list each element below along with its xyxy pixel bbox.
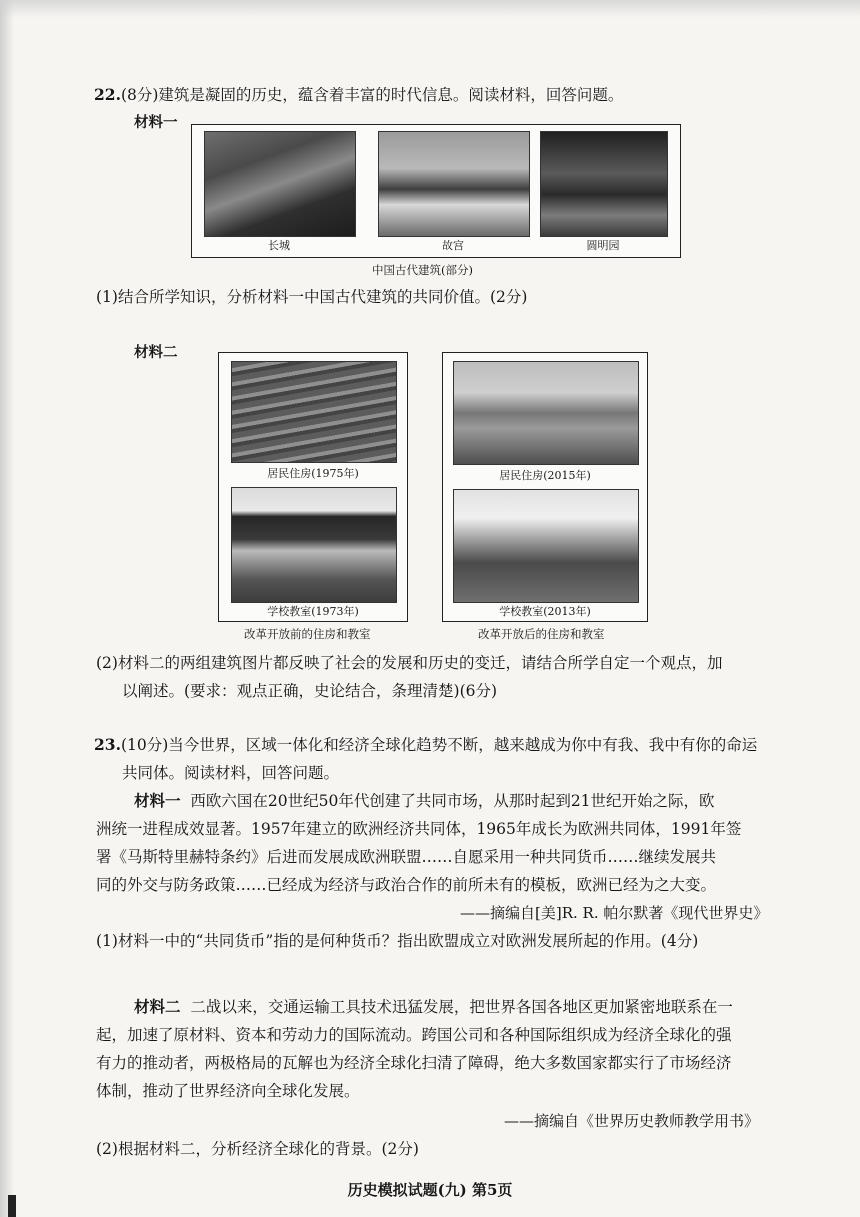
- q23-sub1: (1)材料一中的“共同货币”指的是何种货币？指出欧盟成立对欧洲发展所起的作用。(4分): [96, 932, 699, 950]
- q23-intro-line1: [94, 734, 757, 756]
- classroom-2013-photo: [453, 489, 639, 603]
- q23-material1-label: 材料一: [134, 791, 181, 810]
- caption-housing-1975: 居民住房(1975年): [267, 467, 359, 480]
- q23-material2-source: ——摘编自《世界历史教师教学用书》: [504, 1112, 760, 1130]
- scan-binding-mark: [8, 1195, 16, 1217]
- scan-shadow-top: [0, 0, 860, 18]
- q23-material1-text-4: 同的外交与防务政策……已经成为经济与政治合作的前所未有的模板，欧洲已经为之大变。: [96, 876, 717, 894]
- q23-material1-source: ——摘编自[美]R. R. 帕尔默著《现代世界史》: [460, 904, 769, 922]
- q23-material1-text-3: 署《马斯特里赫特条约》后进而发展成欧洲联盟……自愿采用一种共同货币……继续发展共: [96, 848, 717, 866]
- q22-material1-figure: [191, 124, 681, 258]
- caption-housing-2015: 居民住房(2015年): [499, 469, 591, 482]
- q22-sub2-line2: 以阐述。(要求：观点正确，史论结合，条理清楚)(6分): [122, 682, 498, 700]
- q22-material2-sub-left: 改革开放前的住房和教室: [244, 627, 371, 641]
- q23-material2-line1: [134, 996, 733, 1018]
- scan-shadow-left: [0, 0, 14, 1217]
- forbidden-city-photo: [378, 131, 530, 237]
- caption-great-wall: 长城: [268, 239, 290, 252]
- housing-1975-photo: [231, 361, 397, 463]
- q22-number: 22.: [94, 85, 121, 104]
- q23-material2-text-3: 有力的推动者，两极格局的瓦解也为经济全球化扫清了障碍，绝大多数国家都实行了市场经济: [96, 1054, 732, 1072]
- q23-material2-text-2: 起，加速了原材料、资本和劳动力的国际流动。跨国公司和各种国际组织成为经济全球化的强: [96, 1026, 732, 1044]
- q23-material2-text-1: 二战以来，交通运输工具技术迅猛发展，把世界各国各地区更加紧密地联系在一: [190, 998, 733, 1016]
- q22-intro: (8分)建筑是凝固的历史，蕴含着丰富的时代信息。阅读材料，回答问题。: [120, 86, 624, 104]
- caption-forbidden-city: 故宫: [442, 239, 464, 252]
- q23-material1-text-2: 洲统一进程成效显著。1957年建立的欧洲经济共同体，1965年成长为欧洲共同体，1991年签: [96, 820, 742, 838]
- q22-material2-before-frame: [218, 352, 408, 622]
- q23-sub2: (2)根据材料二，分析经济全球化的背景。(2分): [96, 1140, 419, 1158]
- q22-material1-subcaption: 中国古代建筑(部分): [372, 263, 473, 277]
- q22-material2-label: 材料二: [134, 344, 178, 361]
- caption-classroom-1973: 学校教室(1973年): [267, 605, 359, 618]
- q23-number: 23.: [94, 735, 121, 754]
- q22-material1-label: 材料一: [134, 114, 178, 131]
- caption-yuanmingyuan: 圆明园: [586, 239, 620, 252]
- q22-sub1: (1)结合所学知识，分析材料一中国古代建筑的共同价值。(2分): [96, 288, 528, 306]
- yuanmingyuan-photo: [540, 131, 668, 237]
- classroom-1973-photo: [231, 487, 397, 603]
- q23-material1-line1: [134, 790, 715, 812]
- caption-classroom-2013: 学校教室(2013年): [499, 605, 591, 618]
- page-footer: 历史模拟试题(九) 第5页: [347, 1181, 513, 1199]
- great-wall-photo: [204, 131, 356, 237]
- q23-intro-line2: 共同体。阅读材料，回答问题。: [122, 764, 340, 782]
- housing-2015-photo: [453, 361, 639, 465]
- q22-sub2-line1: (2)材料二的两组建筑图片都反映了社会的发展和历史的变迁，请结合所学自定一个观点，加: [96, 654, 723, 672]
- q22-material2-sub-right: 改革开放后的住房和教室: [478, 627, 605, 641]
- q22-material2-after-frame: [442, 352, 648, 622]
- q23-material2-label: 材料二: [134, 997, 181, 1016]
- q23-material1-text-1: 西欧六国在20世纪50年代创建了共同市场，从那时起到21世纪开始之际，欧: [190, 792, 715, 810]
- q23-material2-text-4: 体制，推动了世界经济向全球化发展。: [96, 1082, 360, 1100]
- q23-intro-1: (10分)当今世界，区域一体化和经济全球化趋势不断，越来越成为你中有我、我中有你的命运: [120, 736, 758, 754]
- q22-intro-line: [94, 84, 623, 106]
